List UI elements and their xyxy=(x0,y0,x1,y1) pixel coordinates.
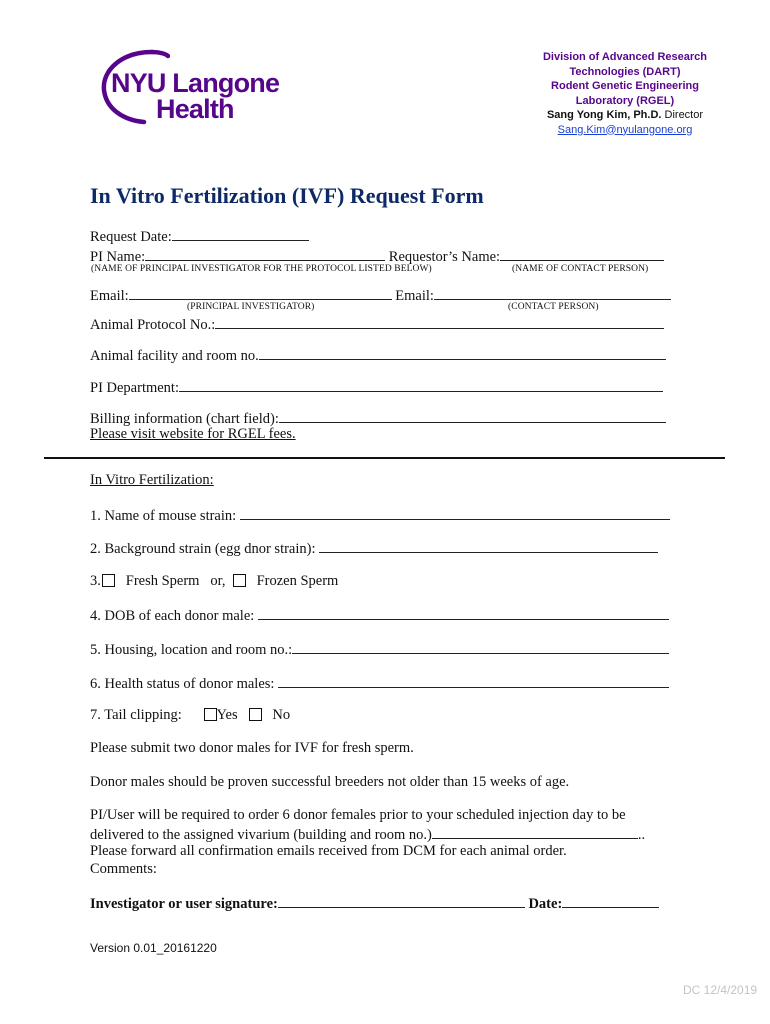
q5-field[interactable] xyxy=(292,640,669,654)
q3-row xyxy=(90,573,338,590)
q6-row xyxy=(90,674,669,693)
director-name: Sang Yong Kim, Ph.D. xyxy=(546,109,662,121)
signature-date-label: Date: xyxy=(528,896,563,912)
division-line2: Technologies (DART) xyxy=(569,65,681,78)
note-order-line2-end: .. xyxy=(637,827,646,843)
logo xyxy=(100,46,280,126)
request-date-row xyxy=(90,227,309,246)
form-title: In Vitro Fertilization (IVF) Request Form xyxy=(90,183,484,208)
email-pi-label: Email: xyxy=(90,288,129,304)
signature-label: Investigator or user signature: xyxy=(90,896,278,912)
requestor-name-label: Requestor’s Name: xyxy=(388,249,501,265)
signature-field[interactable] xyxy=(278,894,525,908)
section-divider xyxy=(44,457,725,459)
tail-clipping-yes-checkbox[interactable] xyxy=(204,708,217,721)
ivf-section-heading: In Vitro Fertilization: xyxy=(90,472,214,488)
protocol-label: Animal Protocol No.: xyxy=(90,317,216,333)
q1-row xyxy=(90,506,670,525)
vivarium-field[interactable] xyxy=(432,825,638,839)
protocol-field[interactable] xyxy=(215,315,664,329)
date-stamp: DC 12/4/2019 xyxy=(683,983,758,997)
frozen-sperm-checkbox[interactable] xyxy=(233,574,246,587)
signature-row xyxy=(90,894,659,913)
q7-row xyxy=(90,707,290,724)
q4-field[interactable] xyxy=(258,606,669,620)
requestor-note: (NAME OF CONTACT PERSON) xyxy=(512,264,649,274)
logo-line1: NYU Langone xyxy=(111,68,280,98)
facility-label: Animal facility and room no. xyxy=(90,348,259,364)
protocol-row xyxy=(90,315,664,334)
tail-clipping-no-checkbox[interactable] xyxy=(249,708,262,721)
request-date-field[interactable] xyxy=(172,227,309,241)
frozen-sperm-label: Frozen Sperm xyxy=(256,573,339,589)
department-field[interactable] xyxy=(179,378,663,392)
division-line3: Rodent Genetic Engineering xyxy=(551,80,699,92)
pi-name-label: PI Name: xyxy=(90,249,146,265)
email-contact-note: (CONTACT PERSON) xyxy=(508,302,599,312)
requestor-name-field[interactable] xyxy=(500,247,664,261)
version-label: Version 0.01_20161220 xyxy=(90,941,217,955)
signature-date-field[interactable] xyxy=(562,894,659,908)
billing-field[interactable] xyxy=(279,409,666,423)
q4-label: 4. DOB of each donor male: xyxy=(90,608,255,624)
fresh-sperm-label: Fresh Sperm xyxy=(125,573,200,589)
q1-label: 1. Name of mouse strain: xyxy=(90,508,237,524)
tail-clipping-no-label: No xyxy=(272,707,291,723)
note-donor-age: Donor males should be proven successful breeders not older than 15 weeks of age. xyxy=(90,774,570,790)
rgel-fees-link[interactable]: Please visit website for RGEL fees. xyxy=(90,426,296,442)
director-title: Director xyxy=(664,109,704,121)
email-pi-note: (PRINCIPAL INVESTIGATOR) xyxy=(187,302,315,312)
q2-label: 2. Background strain (egg dnor strain): xyxy=(90,541,316,557)
email-contact-label: Email: xyxy=(395,288,434,304)
division-line4: Laboratory (RGEL) xyxy=(575,94,675,107)
email-contact-field[interactable] xyxy=(434,286,671,300)
pi-name-note: (NAME OF PRINCIPAL INVESTIGATOR FOR THE PROTOCOL LISTED BELOW) xyxy=(91,264,432,274)
division-header xyxy=(520,50,730,137)
division-line1: Division of Advanced Research xyxy=(542,51,708,63)
q1-field[interactable] xyxy=(240,506,670,520)
q5-label: 5. Housing, location and room no.: xyxy=(90,642,293,658)
request-date-label: Request Date: xyxy=(90,229,172,245)
note-forward-emails: Please forward all confirmation emails received from DCM for each animal order. xyxy=(90,843,567,859)
q2-row xyxy=(90,539,658,558)
or-label: or, xyxy=(210,573,226,589)
q5-row xyxy=(90,640,669,659)
note-order-line2 xyxy=(90,825,645,844)
pi-name-field[interactable] xyxy=(145,247,385,261)
facility-field[interactable] xyxy=(259,346,666,360)
facility-row xyxy=(90,346,666,365)
fresh-sperm-checkbox[interactable] xyxy=(102,574,115,587)
note-order-line1: PI/User will be required to order 6 donor females prior to your scheduled injection day to be xyxy=(90,807,626,823)
q4-row xyxy=(90,606,669,625)
tail-clipping-yes-label: Yes xyxy=(216,707,238,723)
billing-label: Billing information (chart field): xyxy=(90,411,279,427)
q3-number: 3. xyxy=(90,573,101,589)
department-row xyxy=(90,378,663,397)
note-order-line2-text: delivered to the assigned vivarium (building and room no.) xyxy=(90,827,432,843)
director-email-link[interactable]: Sang.Kim@nyulangone.org xyxy=(557,123,693,136)
q2-field[interactable] xyxy=(319,539,658,553)
email-pi-field[interactable] xyxy=(129,286,392,300)
q6-label: 6. Health status of donor males: xyxy=(90,676,275,692)
note-fresh-sperm: Please submit two donor males for IVF for fresh sperm. xyxy=(90,740,414,756)
q7-label: 7. Tail clipping: xyxy=(90,707,182,723)
director-line xyxy=(520,108,730,123)
comments-label[interactable]: Comments: xyxy=(90,861,157,877)
q6-field[interactable] xyxy=(278,674,669,688)
department-label: PI Department: xyxy=(90,380,179,396)
logo-line2: Health xyxy=(156,94,234,124)
